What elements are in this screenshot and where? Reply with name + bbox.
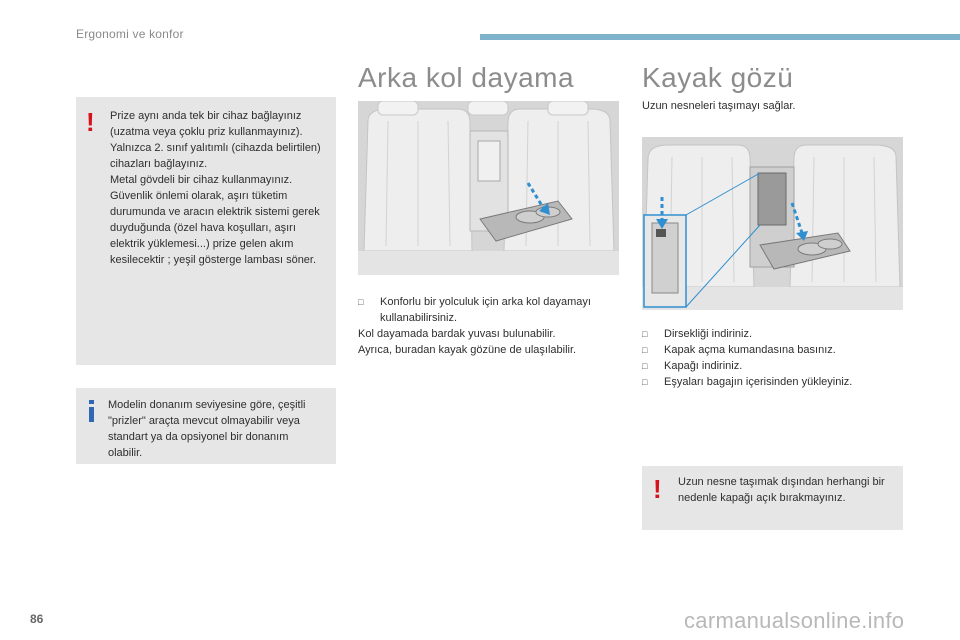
list-item-text: Konforlu bir yolculuk için arka kol dayamayı kullanabilirsiniz. xyxy=(380,296,591,324)
list-item xyxy=(642,342,904,358)
ski-flap-illustration xyxy=(642,137,903,310)
warning-exclamation-icon: ! xyxy=(653,474,662,504)
list-item-text: Dirsekliği indiriniz. xyxy=(664,328,753,340)
section-title: Ergonomi ve konfor xyxy=(76,27,184,41)
ski-flap-warning-box xyxy=(642,466,903,530)
ski-flap-title: Kayak gözü xyxy=(642,62,794,93)
list-item-text: Kapak açma kumandasına basınız. xyxy=(664,344,836,356)
ski-flap-intro: Uzun nesneleri taşımayı sağlar. xyxy=(642,100,796,112)
list-item xyxy=(642,326,904,342)
bullet-checkbox-icon: □ xyxy=(642,377,648,387)
header-rule xyxy=(480,34,960,40)
armrest-paragraph: Ayrıca, buradan kayak gözüne de ulaşılabilir. xyxy=(358,344,577,356)
list-item xyxy=(358,294,620,326)
list-item xyxy=(642,374,904,390)
armrest-title: Arka kol dayama xyxy=(358,62,575,93)
warning-exclamation-icon: ! xyxy=(86,107,95,137)
bullet-checkbox-icon: □ xyxy=(642,345,648,355)
list-item-text: Kapağı indiriniz. xyxy=(664,360,743,372)
list-item xyxy=(642,358,904,374)
warning-text: Prize aynı anda tek bir cihaz bağlayınız (uzatma veya çoklu priz kullanmayınız). Yalnızca 2. sınıf yalıtımlı (cihazda belirtilen) cihazları bağlayınız. Metal gövdeli bir cihaz kullanmayınız. Güvenlik önlemi olarak, aşırı tüketim durumunda ve aracın elektrik sistemi gerek duyduğunda (özel hava koşulları, aşırı elektrik yüklemesi...) prize gelen akım kesilecektir ; yeşil gösterge lambası söner. xyxy=(110,110,321,266)
list-item-text: Eşyaları bagajın içerisinden yükleyiniz. xyxy=(664,376,853,388)
info-text: Modelin donanım seviyesine göre, çeşitli "prizler" araçta mevcut olmayabilir veya standart ya da opsiyonel bir donanım olabilir. xyxy=(108,399,306,459)
info-box xyxy=(76,388,336,464)
info-icon xyxy=(87,400,97,427)
armrest-paragraph: Kol dayamada bardak yuvası bulunabilir. xyxy=(358,328,556,340)
warning-box xyxy=(76,97,336,365)
bullet-checkbox-icon: □ xyxy=(358,297,364,307)
ski-flap-steps xyxy=(642,326,904,390)
armrest-illustration xyxy=(358,101,619,275)
bullet-checkbox-icon: □ xyxy=(642,329,648,339)
ski-flap-warning-text: Uzun nesne taşımak dışından herhangi bir nedenle kapağı açık bırakmayınız. xyxy=(678,476,885,504)
armrest-bullet-list xyxy=(358,294,620,326)
page-number: 86 xyxy=(30,612,44,626)
bullet-checkbox-icon: □ xyxy=(642,361,648,371)
watermark: carmanualsonline.info xyxy=(684,608,905,633)
